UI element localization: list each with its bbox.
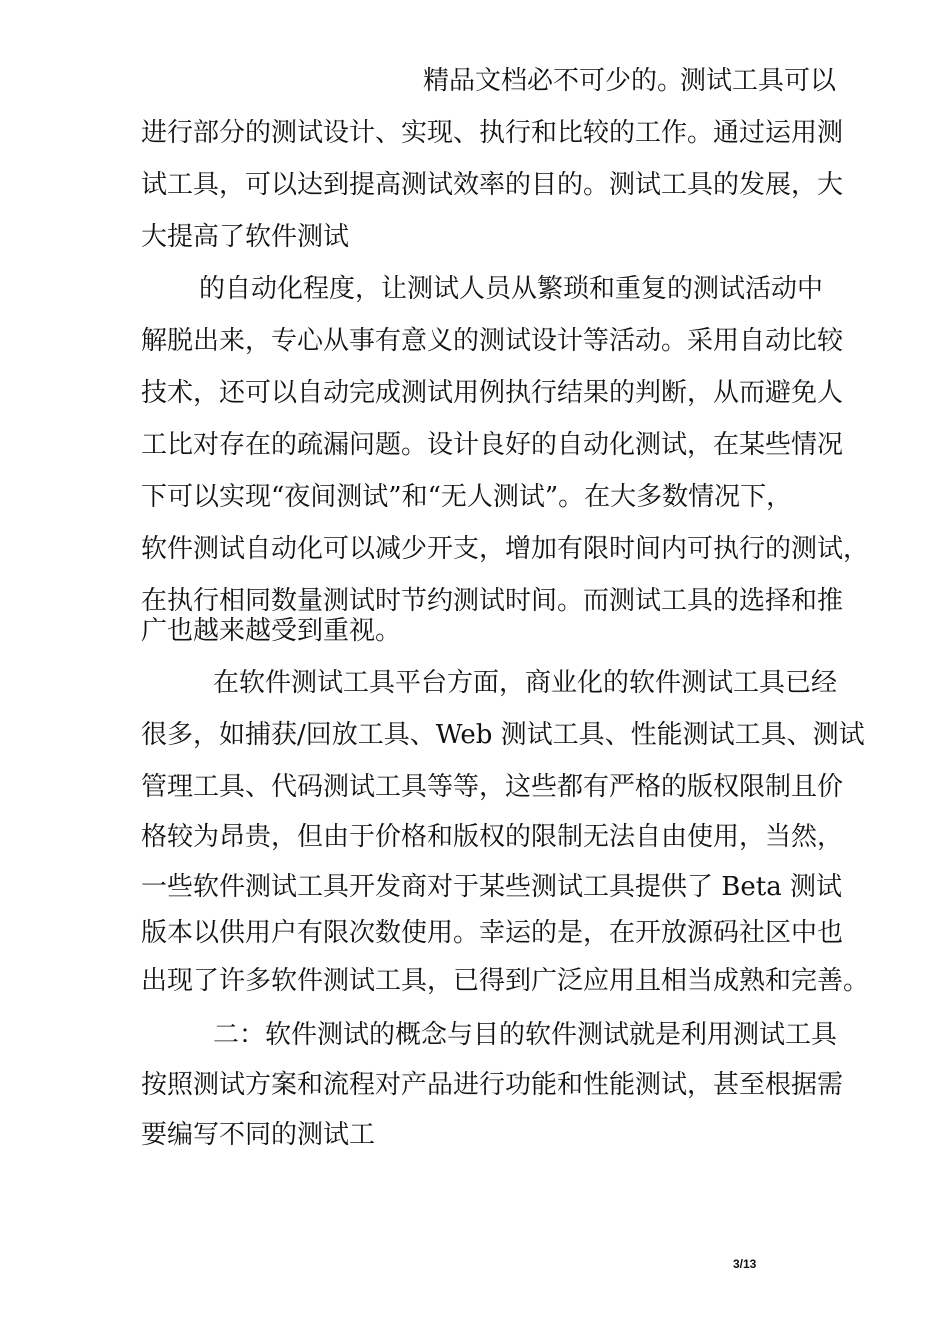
text-line: 要编写不同的测试工 — [141, 1120, 376, 1150]
text-line: 二：软件测试的概念与目的软件测试就是利用测试工具 — [213, 1020, 838, 1050]
text-line: 一些软件测试工具开发商对于某些测试工具提供了 Beta 测试 — [141, 872, 842, 902]
text-line: 解脱出来，专心从事有意义的测试设计等活动。采用自动比较 — [141, 326, 844, 356]
text-line: 下可以实现“夜间测试”和“无人测试”。在大多数情况下， — [141, 482, 793, 512]
header-fragment: 精品文档必不可少的。 — [423, 66, 684, 96]
text-line: 技术，还可以自动完成测试用例执行结果的判断，从而避免人 — [141, 378, 844, 408]
text-line: 在执行相同数量测试时节约测试时间。而测试工具的选择和推 — [141, 586, 844, 616]
text-line: 进行部分的测试设计、实现、执行和比较的工作。通过运用测 — [141, 118, 844, 148]
text-line: 版本以供用户有限次数使用。幸运的是，在开放源码社区中也 — [141, 918, 844, 948]
text-line: 试工具，可以达到提高测试效率的目的。测试工具的发展，大 — [141, 170, 844, 200]
text-line: 测试工具可以 — [680, 66, 837, 96]
text-line: 按照测试方案和流程对产品进行功能和性能测试，甚至根据需 — [141, 1070, 844, 1100]
text-line: 的自动化程度，让测试人员从繁琐和重复的测试活动中 — [199, 274, 824, 304]
text-line: 管理工具、代码测试工具等等，这些都有严格的版权限制且价 — [141, 772, 844, 802]
text-line: 广也越来越受到重视。 — [141, 616, 402, 646]
text-line: 大提高了软件测试 — [141, 222, 350, 252]
page-number: 3/13 — [733, 1257, 757, 1271]
text-line: 在软件测试工具平台方面，商业化的软件测试工具已经 — [213, 668, 838, 698]
text-line: 格较为昂贵，但由于价格和版权的限制无法自由使用，当然， — [141, 822, 844, 852]
text-line: 工比对存在的疏漏问题。设计良好的自动化测试，在某些情况 — [141, 430, 844, 460]
text-line: 软件测试自动化可以减少开支，增加有限时间内可执行的测试， — [141, 534, 870, 564]
text-line: 很多，如捕获/回放工具、Web 测试工具、性能测试工具、测试 — [141, 720, 865, 750]
text-line: 出现了许多软件测试工具，已得到广泛应用且相当成熟和完善。 — [141, 966, 870, 996]
